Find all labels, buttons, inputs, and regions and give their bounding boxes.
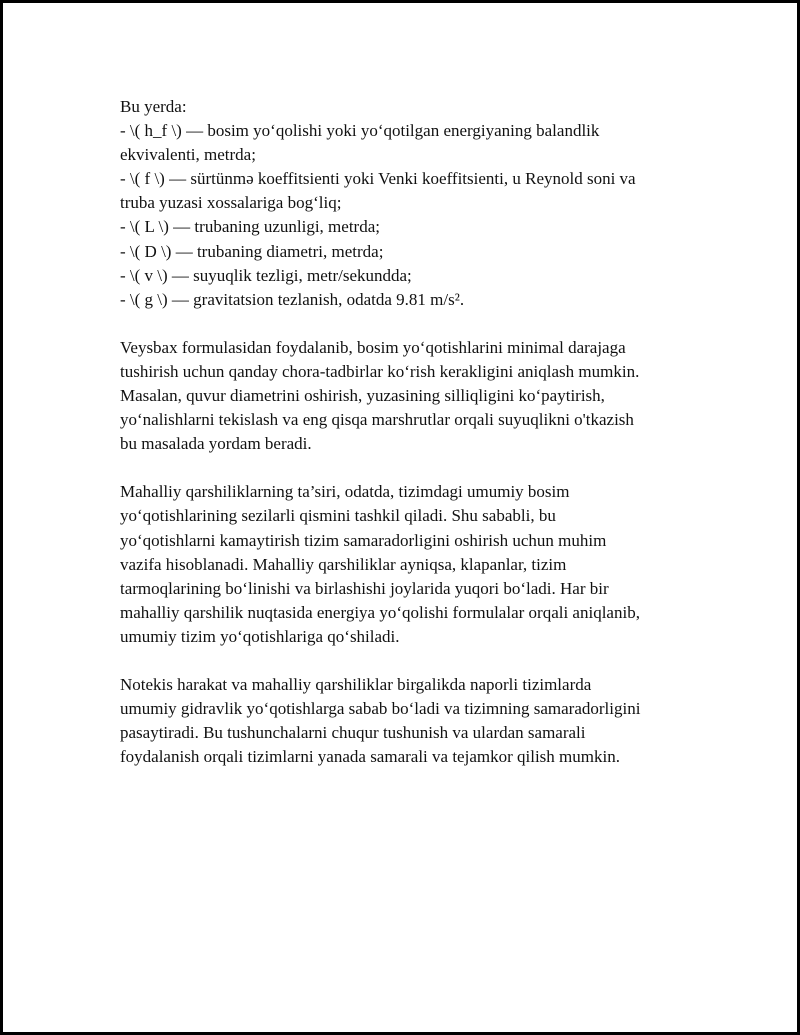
text-line: pasaytiradi. Bu tushunchalarni chuqur tushunish va ulardan samarali bbox=[120, 723, 586, 743]
text-line: - \( L \) — trubaning uzunligi, metrda; bbox=[120, 217, 380, 237]
text-line: bu masalada yordam beradi. bbox=[120, 434, 312, 454]
text-line: Veysbax formulasidan foydalanib, bosim yo‘qotishlarini minimal darajaga bbox=[120, 337, 626, 357]
paragraph-conclusion bbox=[120, 673, 720, 769]
text-line: - \( h_f \) — bosim yo‘qolishi yoki yo‘qotilgan energiyaning balandlik bbox=[120, 121, 600, 141]
paragraph-local-resistance bbox=[120, 480, 720, 649]
text-line: mahalliy qarshilik nuqtasida energiya yo‘qolishi formulalar orqali aniqlanib, bbox=[120, 602, 640, 622]
text-line: foydalanish orqali tizimlarni yanada samarali va tejamkor qilish mumkin. bbox=[120, 747, 620, 767]
text-line: ekvivalenti, metrda; bbox=[120, 145, 256, 165]
text-line: - \( g \) — gravitatsion tezlanish, odatda 9.81 m/s². bbox=[120, 289, 465, 309]
text-line: - \( f \) — sürtünmə koeffitsienti yoki Venki koeffitsienti, u Reynold soni va bbox=[120, 169, 636, 189]
document-body bbox=[120, 95, 720, 793]
text-line: tarmoqlarining bo‘linishi va birlashishi joylarida yuqori bo‘ladi. Har bir bbox=[120, 578, 609, 598]
text-line: Bu yerda: bbox=[120, 97, 187, 116]
text-line: - \( D \) — trubaning diametri, metrda; bbox=[120, 241, 384, 261]
text-line: yo‘qotishlarni kamaytirish tizim samaradorligini oshirish uchun muhim bbox=[120, 530, 607, 550]
text-line: Notekis harakat va mahalliy qarshiliklar birgalikda naporli tizimlarda bbox=[120, 674, 592, 694]
text-line: - \( v \) — suyuqlik tezligi, metr/sekundda; bbox=[120, 265, 412, 285]
text-line: yo‘nalishlarni tekislash va eng qisqa marshrutlar orqali suyuqlikni o'tkazish bbox=[120, 410, 634, 430]
text-line: Mahalliy qarshiliklarning ta’siri, odatda, tizimdagi umumiy bosim bbox=[120, 482, 570, 502]
text-line: truba yuzasi xossalariga bog‘liq; bbox=[120, 193, 342, 213]
text-line: yo‘qotishlarining sezilarli qismini tashkil qiladi. Shu sababli, bu bbox=[120, 506, 556, 526]
text-line: Masalan, quvur diametrini oshirish, yuzasining silliqligini ko‘paytirish, bbox=[120, 386, 605, 406]
text-line: umumiy tizim yo‘qotishlariga qo‘shiladi. bbox=[120, 626, 400, 646]
text-line: tushirish uchun qanday chora-tadbirlar ko‘rish kerakligini aniqlash mumkin. bbox=[120, 361, 640, 381]
paragraph-veysbax bbox=[120, 336, 720, 456]
text-line: umumiy gidravlik yo‘qotishlarga sabab bo‘ladi va tizimning samaradorligini bbox=[120, 699, 641, 719]
text-line: vazifa hisoblanadi. Mahalliy qarshiliklar ayniqsa, klapanlar, tizim bbox=[120, 554, 567, 574]
paragraph-definitions bbox=[120, 95, 720, 312]
